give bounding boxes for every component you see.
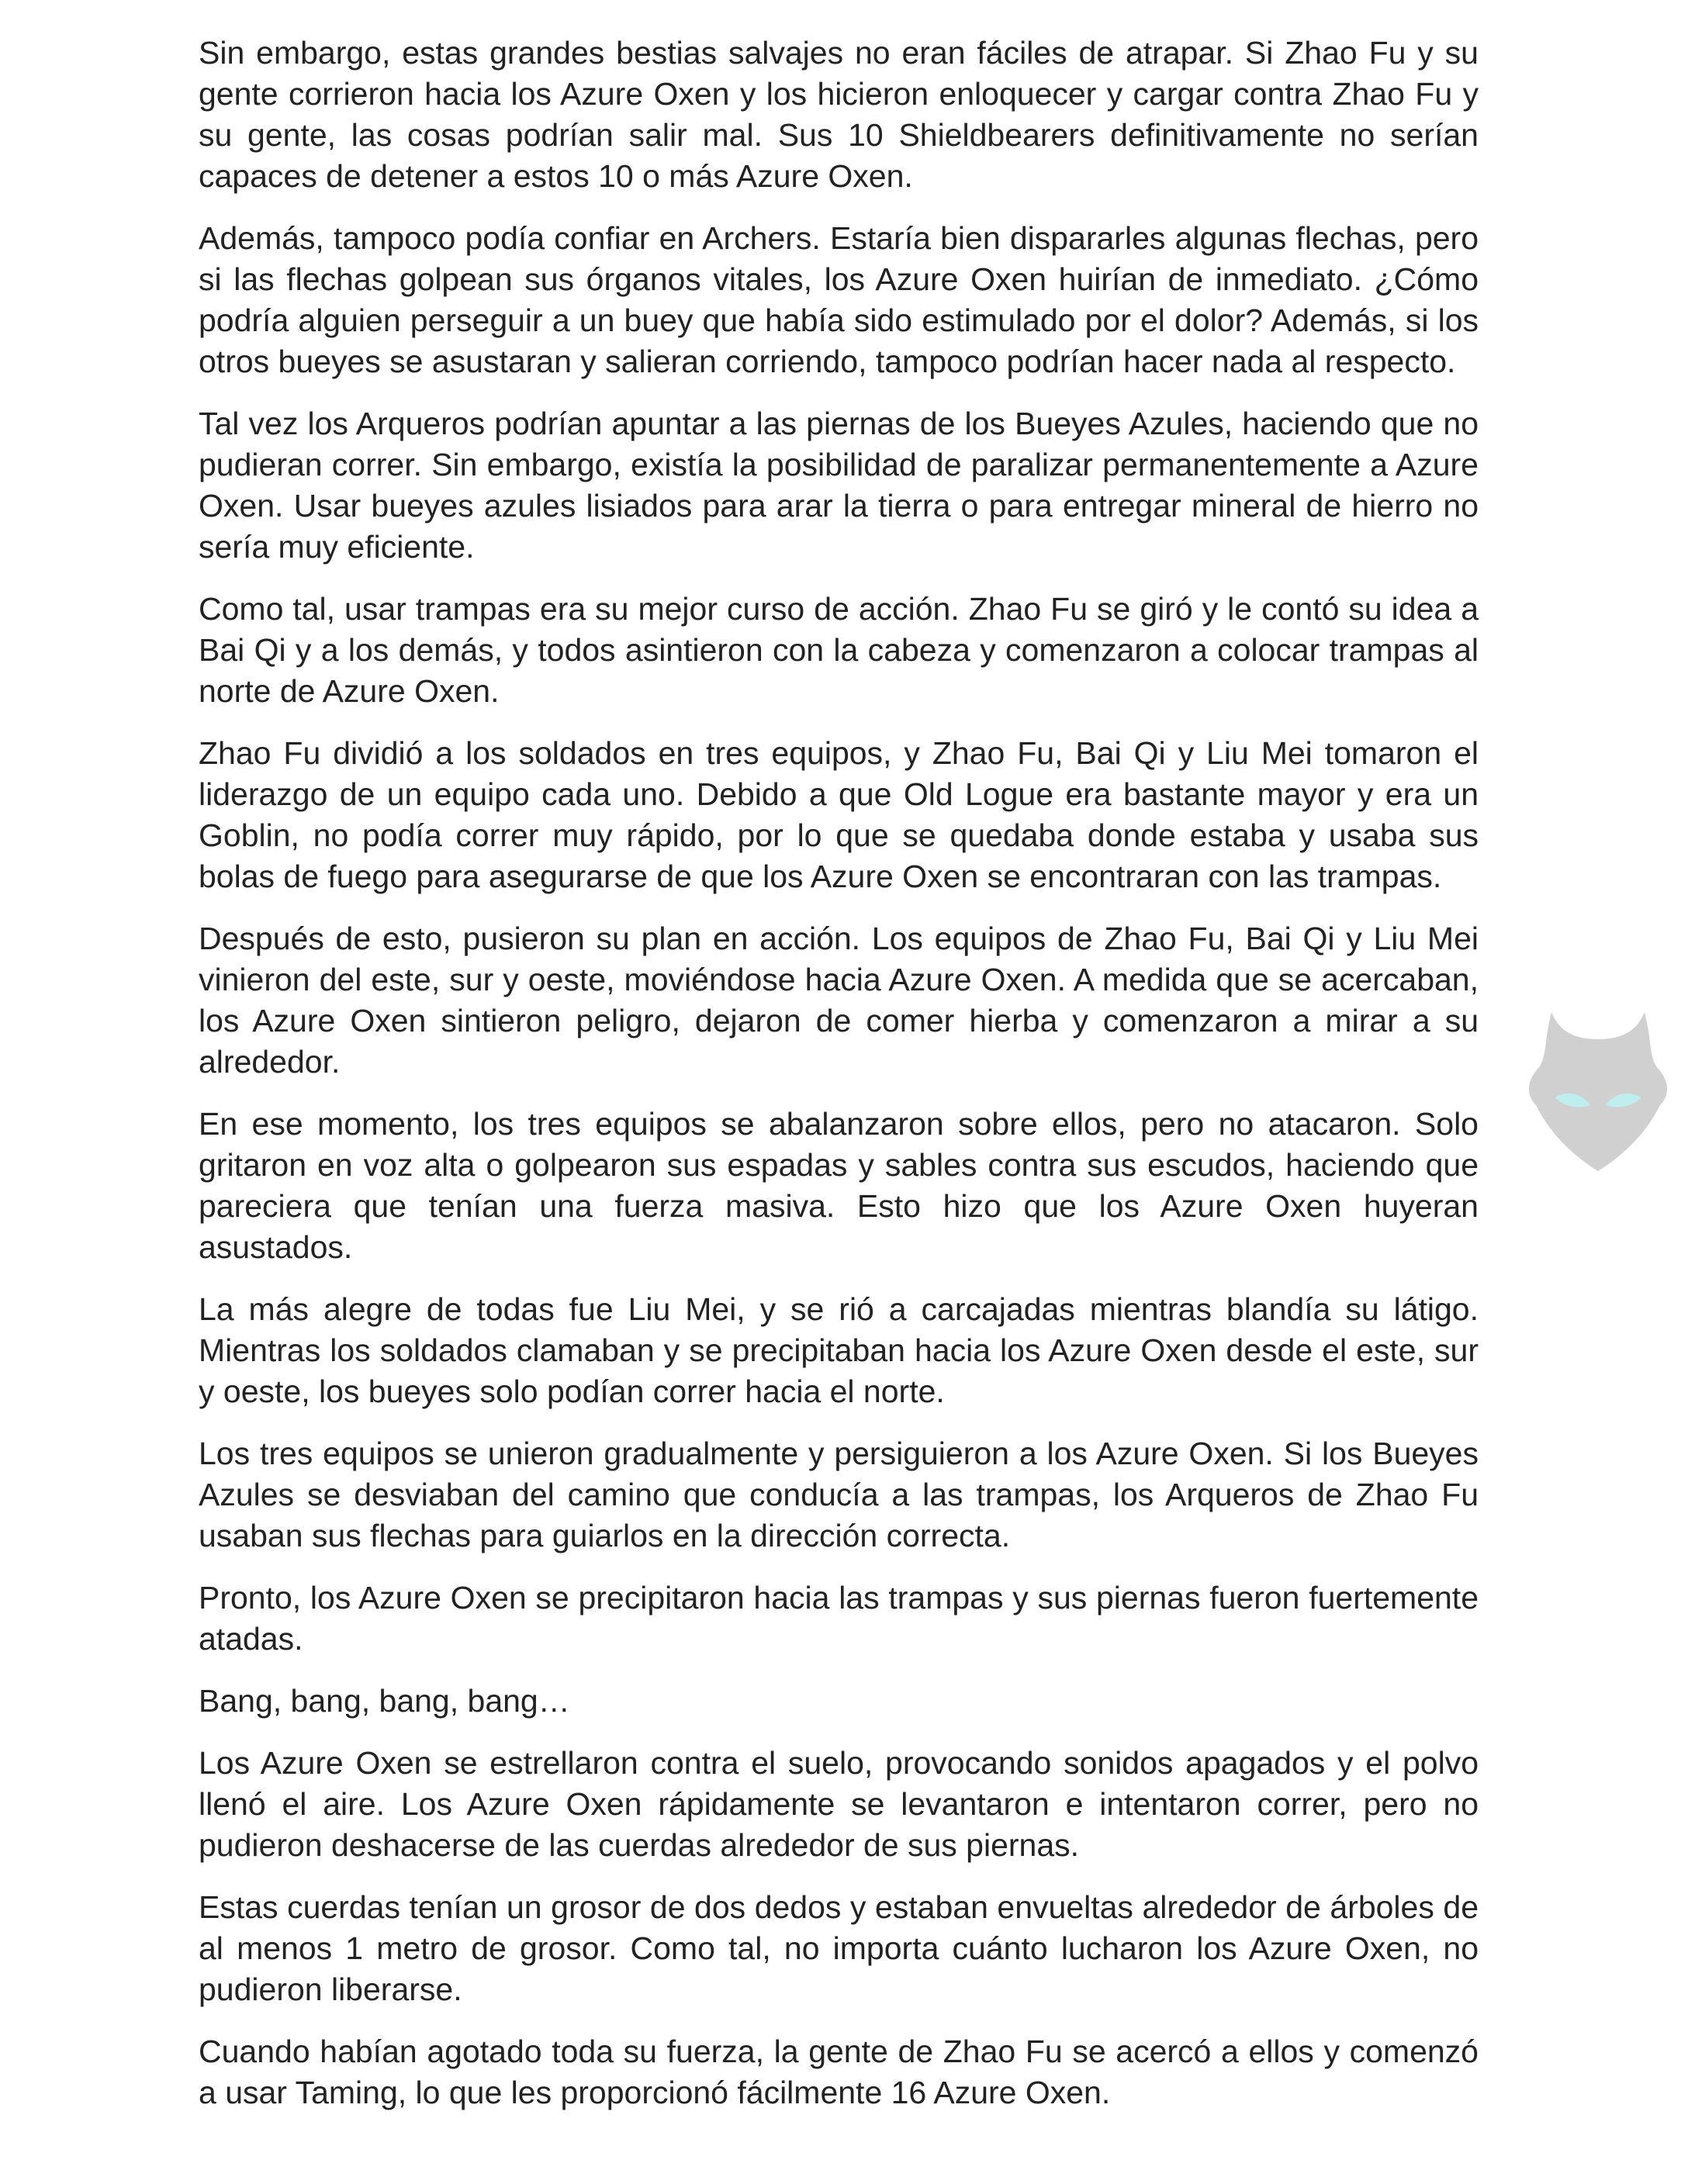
paragraph: Estas cuerdas tenían un grosor de dos dedos y estaban envueltas alrededor de árboles de al menos 1 metro de grosor. Como tal, no importa cuánto lucharon los Azure Oxen, no pudieron liberarse.	[199, 1889, 1479, 2007]
paragraph: Además, tampoco podía confiar en Archers. Estaría bien dispararles algunas flechas, pero si las flechas golpean sus órganos vitales, los Azure Oxen huirían de inmediato. ¿Cómo podría alguien perseguir a un buey que había sido estimulado por el dolor? Además, si los otros bueyes se asustaran y salieran corriendo, tampoco podrían hacer nada al respecto.	[199, 220, 1479, 379]
demon-head-shape	[1529, 1012, 1667, 1171]
paragraph: Como tal, usar trampas era su mejor curso de acción. Zhao Fu se giró y le contó su idea a Bai Qi y a los demás, y todos asintieron con la cabeza y comenzaron a colocar trampas al norte de Azure Oxen.	[199, 591, 1479, 709]
document-body	[199, 33, 1479, 2134]
paragraph: Sin embargo, estas grandes bestias salvajes no eran fáciles de atrapar. Si Zhao Fu y su gente corrieron hacia los Azure Oxen y los hicieron enloquecer y cargar contra Zhao Fu y su gente, las cosas podrían salir mal. Sus 10 Shieldbearers definitivamente no serían capaces de detener a estos 10 o más Azure Oxen.	[199, 35, 1479, 194]
paragraph: Después de esto, pusieron su plan en acción. Los equipos de Zhao Fu, Bai Qi y Liu Mei vinieron del este, sur y oeste, moviéndose hacia Azure Oxen. A medida que se acercaban, los Azure Oxen sintieron peligro, dejaron de comer hierba y comenzaron a mirar a su alrededor.	[199, 921, 1479, 1080]
paragraph: La más alegre de todas fue Liu Mei, y se rió a carcajadas mientras blandía su látigo. Mientras los soldados clamaban y se precipitaban hacia los Azure Oxen desde el este, sur y oeste, los bueyes solo podían correr hacia el norte.	[199, 1291, 1479, 1409]
paragraph: Pronto, los Azure Oxen se precipitaron hacia las trampas y sus piernas fueron fuertemente atadas.	[199, 1580, 1479, 1657]
paragraph: Los Azure Oxen se estrellaron contra el suelo, provocando sonidos apagados y el polvo llenó el aire. Los Azure Oxen rápidamente se levantaron e intentaron correr, pero no pudieron deshacerse de las cuerdas alrededor de sus piernas.	[199, 1745, 1479, 1863]
paragraph: Tal vez los Arqueros podrían apuntar a las piernas de los Bueyes Azules, haciendo que no pudieran correr. Sin embargo, existía la posibilidad de paralizar permanentemente a Azure Oxen. Usar bueyes azules lisiados para arar la tierra o para entregar mineral de hierro no sería muy eficiente.	[199, 406, 1479, 565]
paragraph: Zhao Fu dividió a los soldados en tres equipos, y Zhao Fu, Bai Qi y Liu Mei tomaron el liderazgo de un equipo cada uno. Debido a que Old Logue era bastante mayor y era un Goblin, no podía correr muy rápido, por lo que se quedaba donde estaba y usaba sus bolas de fuego para asegurarse de que los Azure Oxen se encontraran con las trampas.	[199, 735, 1479, 894]
paragraph: Cuando habían agotado toda su fuerza, la gente de Zhao Fu se acercó a ellos y comenzó a usar Taming, lo que les proporcionó fácilmente 16 Azure Oxen.	[199, 2034, 1479, 2110]
demon-head-icon	[1520, 1004, 1676, 1175]
paragraph: En ese momento, los tres equipos se abalanzaron sobre ellos, pero no atacaron. Solo gritaron en voz alta o golpearon sus espadas y sables contra sus escudos, haciendo que pareciera que tenían una fuerza masiva. Esto hizo que los Azure Oxen huyeran asustados.	[199, 1106, 1479, 1265]
paragraph: Bang, bang, bang, bang…	[199, 1683, 570, 1719]
paragraph: Los tres equipos se unieron gradualmente y persiguieron a los Azure Oxen. Si los Bueyes Azules se desviaban del camino que conducía a las trampas, los Arqueros de Zhao Fu usaban sus flechas para guiarlos en la dirección correcta.	[199, 1436, 1479, 1553]
